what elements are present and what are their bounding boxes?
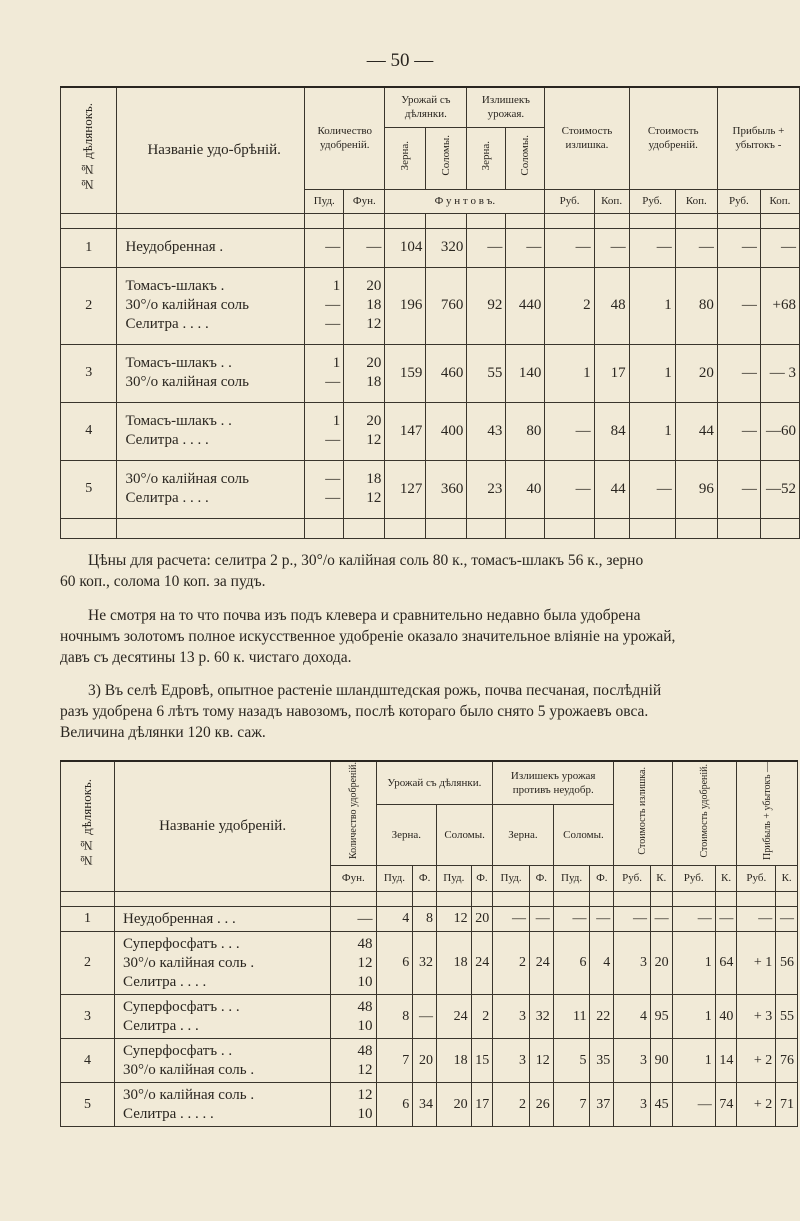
value-sc-k: 48 xyxy=(594,267,629,344)
value-straw: 320 xyxy=(426,228,467,267)
unit-f: Ф. xyxy=(471,866,493,892)
row-index: 5 xyxy=(61,1083,115,1127)
value-p-r: — xyxy=(717,344,760,402)
qty-fnt xyxy=(344,267,385,344)
qty-fun xyxy=(331,995,376,1039)
value-h-gp: 8 xyxy=(376,995,413,1039)
value-h-gp: 6 xyxy=(376,1083,413,1127)
unit-fun: Фун. xyxy=(331,866,376,892)
qty-pud-line: — xyxy=(325,432,341,448)
unit-funtov: Ф у н т о в ъ. xyxy=(385,189,545,213)
qty-fun-line: 48 xyxy=(357,998,373,1015)
value-sc-k: 95 xyxy=(650,995,672,1039)
fertilizer-name-line: Суперфосфатъ . . xyxy=(123,1042,233,1059)
value-s-sf: 35 xyxy=(590,1039,614,1083)
qty-fun xyxy=(331,1039,376,1083)
value-s-sp: — xyxy=(553,907,590,932)
value-fc-r: 1 xyxy=(672,1039,715,1083)
value-grain: 159 xyxy=(385,344,426,402)
fertilizer-name-line: 30°/о калійная соль xyxy=(125,374,250,390)
value-fc-r: — xyxy=(629,228,675,267)
table-row xyxy=(61,267,800,344)
value-sc-k: 45 xyxy=(650,1083,672,1127)
value-h-sf: 2 xyxy=(471,995,493,1039)
qty-fnt-line: 18 xyxy=(366,297,382,313)
unit-pud: Пуд. xyxy=(437,866,472,892)
value-grain: 196 xyxy=(385,267,426,344)
surplus-grain-header: Зерна. xyxy=(467,127,506,189)
value-s-grain: — xyxy=(467,228,506,267)
qty-fnt-line: 12 xyxy=(366,316,382,332)
fertilizer-name xyxy=(117,402,305,460)
qty-pud-line: — xyxy=(325,374,341,390)
value-h-gp: 6 xyxy=(376,932,413,995)
value-sc-r: — xyxy=(614,907,651,932)
fertilizer-name-line: Неудобренная . . . xyxy=(123,910,236,927)
fertilizer-name xyxy=(115,1039,331,1083)
unit-rub: Руб. xyxy=(629,189,675,213)
value-grain: 127 xyxy=(385,460,426,518)
unit-rub: Руб. xyxy=(545,189,594,213)
value-s-grain: 23 xyxy=(467,460,506,518)
value-fc-k: 40 xyxy=(715,995,737,1039)
unit-fnt: Фун. xyxy=(344,189,385,213)
unit-kop: Коп. xyxy=(760,189,799,213)
qty-fnt-line: 20 xyxy=(366,278,382,294)
qty-pud-line: 1 xyxy=(332,413,341,429)
unit-k: К. xyxy=(650,866,672,892)
value-fc-k: 14 xyxy=(715,1039,737,1083)
results-table-2 xyxy=(60,760,798,1127)
unit-f: Ф. xyxy=(529,866,553,892)
qty-fun-line: 12 xyxy=(357,1061,373,1078)
qty-fnt xyxy=(344,344,385,402)
value-grain: 147 xyxy=(385,402,426,460)
value-s-straw: 440 xyxy=(506,267,545,344)
qty-fun xyxy=(331,907,376,932)
table-row xyxy=(61,1083,798,1127)
value-s-sf: 4 xyxy=(590,932,614,995)
fertilizer-name-line: Селитра . . . . . xyxy=(123,1105,214,1122)
value-s-gp: — xyxy=(493,907,530,932)
table-row xyxy=(61,932,798,995)
value-sc-k: — xyxy=(594,228,629,267)
qty-pud xyxy=(305,344,344,402)
value-p-r: + 3 xyxy=(737,995,776,1039)
value-fc-k: 96 xyxy=(675,460,717,518)
value-h-gf: — xyxy=(413,995,437,1039)
surplus-cost-header: Стоимость излишка. xyxy=(545,87,629,189)
value-fc-k: 64 xyxy=(715,932,737,995)
value-sc-k: 20 xyxy=(650,932,672,995)
value-straw: 760 xyxy=(426,267,467,344)
qty-pud xyxy=(305,228,344,267)
qty-pud-line: — xyxy=(325,239,341,255)
value-p-r: — xyxy=(717,267,760,344)
value-s-gp: 3 xyxy=(493,995,530,1039)
surplus-cost-header: Стоимость излишка. xyxy=(614,761,672,866)
value-s-gf: 32 xyxy=(529,995,553,1039)
qty-fun xyxy=(331,932,376,995)
fert-cost-header: Стоимость удобреній. xyxy=(672,761,737,866)
fertilizer-name xyxy=(117,267,305,344)
value-p-r: — xyxy=(737,907,776,932)
row-index: 2 xyxy=(61,932,115,995)
fertilizer-name-header: Названіе удобреній. xyxy=(115,761,331,892)
fertilizer-name-line: Томасъ-шлакъ . . xyxy=(125,413,232,429)
fertilizer-name xyxy=(115,932,331,995)
value-fc-r: 1 xyxy=(629,267,675,344)
value-p-k: —60 xyxy=(760,402,799,460)
value-fc-k: 80 xyxy=(675,267,717,344)
fertilizer-name-line: Селитра . . . xyxy=(123,1017,199,1034)
fertilizer-name-line: 30°/о калійная соль . xyxy=(123,1061,255,1078)
qty-fun-line: 48 xyxy=(357,935,373,952)
value-sc-r: 3 xyxy=(614,932,651,995)
value-p-r: + 2 xyxy=(737,1039,776,1083)
unit-pud: Пуд. xyxy=(553,866,590,892)
table-row xyxy=(61,344,800,402)
fertilizer-name xyxy=(117,460,305,518)
harvest-header: Урожай съ дѣлянки. xyxy=(385,87,467,127)
surplus-straw-header: Соломы. xyxy=(553,805,614,866)
qty-pud-line: 1 xyxy=(332,278,341,294)
value-sc-k: 84 xyxy=(594,402,629,460)
unit-rub: Руб. xyxy=(614,866,651,892)
value-s-straw: 80 xyxy=(506,402,545,460)
value-s-sp: 6 xyxy=(553,932,590,995)
value-straw: 360 xyxy=(426,460,467,518)
fertilizer-name xyxy=(115,995,331,1039)
value-s-grain: 55 xyxy=(467,344,506,402)
unit-kop: Коп. xyxy=(675,189,717,213)
qty-fun-line: 48 xyxy=(357,1042,373,1059)
harvest-grain-header: Зерна. xyxy=(376,805,437,866)
row-index: 1 xyxy=(61,228,117,267)
value-sc-r: 1 xyxy=(545,344,594,402)
value-s-gp: 2 xyxy=(493,1083,530,1127)
value-p-k: — xyxy=(776,907,798,932)
unit-rub: Руб. xyxy=(672,866,715,892)
page-number: — 50 — xyxy=(366,50,434,71)
value-s-gf: — xyxy=(529,907,553,932)
unit-pud: Пуд. xyxy=(305,189,344,213)
value-fc-r: 1 xyxy=(629,344,675,402)
unit-pud: Пуд. xyxy=(376,866,413,892)
value-sc-r: 2 xyxy=(545,267,594,344)
qty-fnt-line: 18 xyxy=(366,471,382,487)
value-p-k: 76 xyxy=(776,1039,798,1083)
value-sc-k: 17 xyxy=(594,344,629,402)
plot-no-header: №№ дѣлянокъ. xyxy=(61,761,115,892)
value-fc-r: — xyxy=(629,460,675,518)
paragraph-2: 3) Въ селѣ Едровѣ, опытное растеніе шландштедская рожь, почва песчаная, послѣдній разъ удобрена 6 лѣтъ тому назадъ навозомъ, послѣ котораго было снято 5 урожаевъ овса. Величина дѣлянки 120 кв. саж. xyxy=(60,682,662,741)
value-p-k: — 3 xyxy=(760,344,799,402)
fert-cost-header: Стоимость удобреній. xyxy=(629,87,717,189)
row-index: 2 xyxy=(61,267,117,344)
fertilizer-name xyxy=(115,907,331,932)
value-sc-r: 3 xyxy=(614,1083,651,1127)
value-fc-r: 1 xyxy=(672,995,715,1039)
qty-pud xyxy=(305,460,344,518)
fertilizer-name-line: Селитра . . . . xyxy=(125,490,209,506)
unit-kop: Коп. xyxy=(594,189,629,213)
value-p-r: + 2 xyxy=(737,1083,776,1127)
value-s-grain: 43 xyxy=(467,402,506,460)
row-index: 4 xyxy=(61,1039,115,1083)
qty-fnt-line: — xyxy=(366,239,382,255)
harvest-straw-header: Соломы. xyxy=(437,805,493,866)
fertilizer-name-line: Селитра . . . . xyxy=(123,973,207,990)
value-h-sp: 20 xyxy=(437,1083,472,1127)
value-s-gf: 26 xyxy=(529,1083,553,1127)
profit-header: Прибыль + убытокъ — xyxy=(737,761,798,866)
paragraph-1: Не смотря на то что почва изъ подъ клевера и сравнительно недавно была удобрена ночнымъ золотомъ полное искусственное удобреніе оказало значительное вліяніе на урожай, давъ съ десятины 13 р. 60 к. чистаго дохода. xyxy=(60,607,676,666)
fertilizer-name-line: 30°/о калійная соль xyxy=(125,297,250,313)
harvest-straw-header: Соломы. xyxy=(426,127,467,189)
row-index: 1 xyxy=(61,907,115,932)
qty-fnt xyxy=(344,402,385,460)
table-row xyxy=(61,907,798,932)
value-s-gf: 24 xyxy=(529,932,553,995)
value-h-sp: 12 xyxy=(437,907,472,932)
profit-header: Прибыль + убытокъ - xyxy=(717,87,799,189)
prices-note: Цѣны для расчета: селитра 2 р., 30°/о калійная соль 80 к., томасъ-шлакъ 56 к., зерно 60 коп., солома 10 коп. за пудъ. xyxy=(60,552,644,590)
value-h-gf: 34 xyxy=(413,1083,437,1127)
qty-pud-line: — xyxy=(325,297,341,313)
qty-fnt xyxy=(344,228,385,267)
value-s-sp: 7 xyxy=(553,1083,590,1127)
value-s-sp: 5 xyxy=(553,1039,590,1083)
plot-no-header: №№ дѣлянокъ. xyxy=(61,87,117,213)
table-row xyxy=(61,402,800,460)
fertilizer-name-line: Томасъ-шлакъ . . xyxy=(125,355,232,371)
value-p-k: 56 xyxy=(776,932,798,995)
qty-fnt-line: 20 xyxy=(366,355,382,371)
value-fc-k: — xyxy=(715,907,737,932)
unit-rub: Руб. xyxy=(717,189,760,213)
value-sc-r: — xyxy=(545,460,594,518)
value-sc-r: 4 xyxy=(614,995,651,1039)
value-fc-k: 44 xyxy=(675,402,717,460)
surplus-grain-header: Зерна. xyxy=(493,805,554,866)
value-s-sf: — xyxy=(590,907,614,932)
value-h-sp: 18 xyxy=(437,1039,472,1083)
qty-fun-line: — xyxy=(357,910,373,927)
surplus-straw-header: Соломы. xyxy=(506,127,545,189)
harvest-grain-header: Зерна. xyxy=(385,127,426,189)
qty-fun xyxy=(331,1083,376,1127)
qty-fnt-line: 12 xyxy=(366,432,382,448)
table-row xyxy=(61,1039,798,1083)
qty-pud-line: — xyxy=(325,471,341,487)
qty-pud xyxy=(305,402,344,460)
value-grain: 104 xyxy=(385,228,426,267)
value-h-gp: 4 xyxy=(376,907,413,932)
value-s-gp: 2 xyxy=(493,932,530,995)
value-sc-r: 3 xyxy=(614,1039,651,1083)
value-p-k: 71 xyxy=(776,1083,798,1127)
unit-rub: Руб. xyxy=(737,866,776,892)
row-index: 3 xyxy=(61,995,115,1039)
table-row xyxy=(61,228,800,267)
qty-fun-line: 10 xyxy=(357,973,373,990)
table-row xyxy=(61,995,798,1039)
row-index: 4 xyxy=(61,402,117,460)
value-p-k: 55 xyxy=(776,995,798,1039)
qty-fnt-line: 20 xyxy=(366,413,382,429)
unit-f: Ф. xyxy=(413,866,437,892)
value-h-sf: 15 xyxy=(471,1039,493,1083)
value-s-straw: 140 xyxy=(506,344,545,402)
fertilizer-name-header: Названіе удо-брѣній. xyxy=(117,87,305,213)
value-fc-r: — xyxy=(672,1083,715,1127)
fertilizer-name-line: 30°/о калійная соль . xyxy=(123,1086,255,1103)
qty-fnt-line: 12 xyxy=(366,490,382,506)
value-fc-r: 1 xyxy=(672,932,715,995)
fertilizer-name-line: Селитра . . . . xyxy=(125,316,209,332)
surplus-header: Излишекъ урожая. xyxy=(467,87,545,127)
value-s-sp: 11 xyxy=(553,995,590,1039)
fertilizer-name-line: Томасъ-шлакъ . xyxy=(125,278,225,294)
qty-fun-line: 10 xyxy=(357,1017,373,1034)
row-index: 3 xyxy=(61,344,117,402)
value-h-sp: 18 xyxy=(437,932,472,995)
qty-fnt-line: 18 xyxy=(366,374,382,390)
qty-pud xyxy=(305,267,344,344)
value-fc-k: 20 xyxy=(675,344,717,402)
fertilizer-name-line: Суперфосфатъ . . . xyxy=(123,935,240,952)
qty-pud-line: 1 xyxy=(332,355,341,371)
value-fc-k: 74 xyxy=(715,1083,737,1127)
fertilizer-name-line: Неудобренная . xyxy=(125,239,224,255)
value-straw: 400 xyxy=(426,402,467,460)
fertilizer-name-line: Суперфосфатъ . . . xyxy=(123,998,240,1015)
fertilizer-name-line: Селитра . . . . xyxy=(125,432,209,448)
unit-pud: Пуд. xyxy=(493,866,530,892)
quantity-header: Количество удобреній. xyxy=(331,761,376,866)
value-h-sp: 24 xyxy=(437,995,472,1039)
value-fc-r: — xyxy=(672,907,715,932)
unit-k: К. xyxy=(776,866,798,892)
value-p-k: +68 xyxy=(760,267,799,344)
value-h-sf: 20 xyxy=(471,907,493,932)
value-sc-k: 90 xyxy=(650,1039,672,1083)
value-h-gf: 20 xyxy=(413,1039,437,1083)
value-s-grain: 92 xyxy=(467,267,506,344)
qty-pud-line: — xyxy=(325,490,341,506)
qty-fun-line: 12 xyxy=(357,1086,373,1103)
fertilizer-name xyxy=(115,1083,331,1127)
unit-f: Ф. xyxy=(590,866,614,892)
qty-fnt xyxy=(344,460,385,518)
fertilizer-name-line: 30°/о калійная соль xyxy=(125,471,250,487)
value-p-r: — xyxy=(717,402,760,460)
value-s-gf: 12 xyxy=(529,1039,553,1083)
value-s-sf: 37 xyxy=(590,1083,614,1127)
value-s-gp: 3 xyxy=(493,1039,530,1083)
value-sc-k: 44 xyxy=(594,460,629,518)
value-p-r: — xyxy=(717,228,760,267)
value-h-gp: 7 xyxy=(376,1039,413,1083)
unit-k: К. xyxy=(715,866,737,892)
qty-pud-line: — xyxy=(325,316,341,332)
value-h-sf: 17 xyxy=(471,1083,493,1127)
qty-fun-line: 10 xyxy=(357,1105,373,1122)
row-index: 5 xyxy=(61,460,117,518)
value-p-k: —52 xyxy=(760,460,799,518)
qty-fun-line: 12 xyxy=(357,954,373,971)
fertilizer-name xyxy=(117,228,305,267)
value-straw: 460 xyxy=(426,344,467,402)
value-s-straw: 40 xyxy=(506,460,545,518)
harvest-header: Урожай съ дѣлянки. xyxy=(376,761,493,805)
value-p-r: + 1 xyxy=(737,932,776,995)
surplus-header: Излишекъ урожая противъ неудобр. xyxy=(493,761,614,805)
table-row xyxy=(61,460,800,518)
value-fc-k: — xyxy=(675,228,717,267)
fertilizer-name xyxy=(117,344,305,402)
value-p-k: — xyxy=(760,228,799,267)
value-h-gf: 8 xyxy=(413,907,437,932)
quantity-header: Количество удобреній. xyxy=(305,87,385,189)
fertilizer-name-line: 30°/о калійная соль . xyxy=(123,954,255,971)
results-table-1 xyxy=(60,86,800,539)
value-sc-r: — xyxy=(545,402,594,460)
value-h-gf: 32 xyxy=(413,932,437,995)
value-sc-r: — xyxy=(545,228,594,267)
value-s-sf: 22 xyxy=(590,995,614,1039)
value-fc-r: 1 xyxy=(629,402,675,460)
value-h-sf: 24 xyxy=(471,932,493,995)
value-p-r: — xyxy=(717,460,760,518)
value-s-straw: — xyxy=(506,228,545,267)
value-sc-k: — xyxy=(650,907,672,932)
